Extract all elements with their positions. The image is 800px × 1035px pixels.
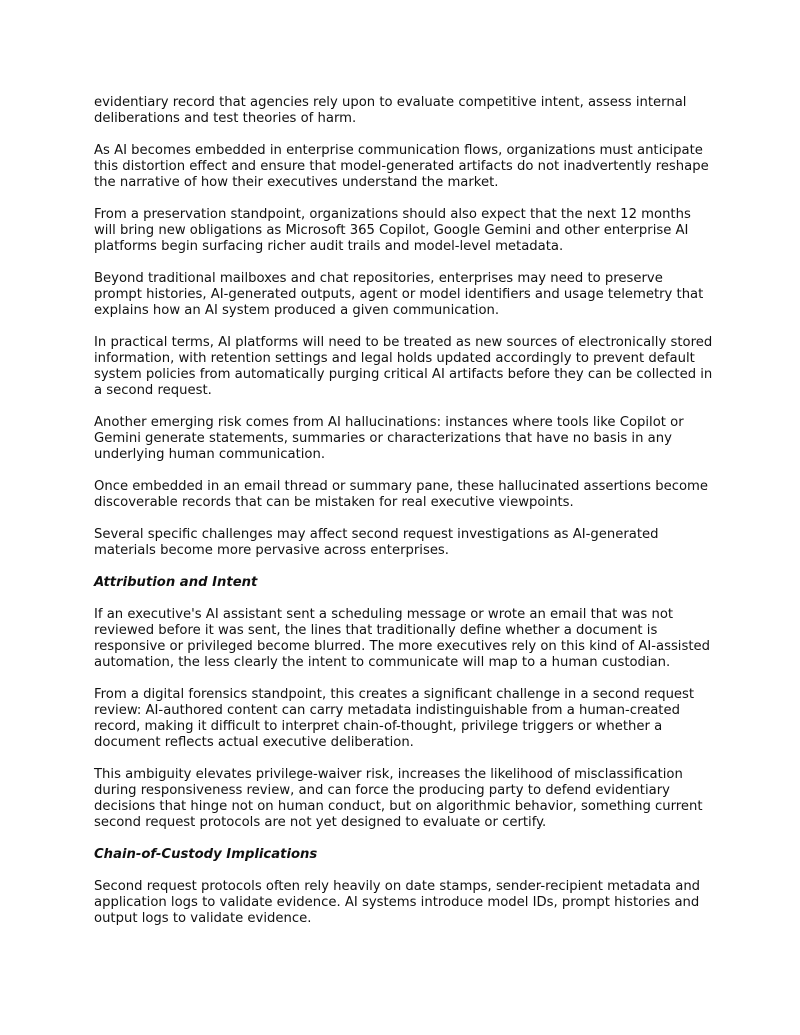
section-heading-attribution-intent: Attribution and Intent bbox=[94, 575, 258, 590]
section-heading-chain-of-custody: Chain-of-Custody Implications bbox=[94, 847, 318, 862]
paragraph-ambiguity-risk: This ambiguity elevates privilege-waiver risk, increases the likelihood of misclassification during responsiveness review, and can force the producing party to defend evidentiary decisions that hinge not on human conduct, but on algorithmic behavior, something current second request protocols are not yet designed to evaluate or certify. bbox=[94, 767, 703, 830]
document-page bbox=[94, 95, 714, 943]
paragraph-evidentiary-record: evidentiary record that agencies rely upon to evaluate competitive intent, assess internal deliberations and test theories of harm. bbox=[94, 95, 687, 126]
paragraph-second-request-protocols: Second request protocols often rely heavily on date stamps, sender-recipient metadata and application logs to validate evidence. AI systems introduce model IDs, prompt histories and output logs to validate evidence. bbox=[94, 879, 701, 926]
paragraph-practical-terms: In practical terms, AI platforms will need to be treated as new sources of electronically stored information, with retention settings and legal holds updated accordingly to prevent default system policies from automatically purging critical AI artifacts before they can be collected in a second request. bbox=[94, 335, 713, 398]
paragraph-digital-forensics: From a digital forensics standpoint, this creates a significant challenge in a second request review: AI-authored content can carry metadata indistinguishable from a human-created record, making it difficult to interpret chain-of-thought, privilege triggers or whether a document reflects actual executive deliberation. bbox=[94, 687, 695, 750]
paragraph-preservation-standpoint: From a preservation standpoint, organizations should also expect that the next 12 months will bring new obligations as Microsoft 365 Copilot, Google Gemini and other enterprise AI platforms begin surfacing richer audit trails and model-level metadata. bbox=[94, 207, 691, 254]
paragraph-executive-assistant: If an executive's AI assistant sent a scheduling message or wrote an email that was not reviewed before it was sent, the lines that traditionally define whether a document is responsive or privileged become blurred. The more executives rely on this kind of AI-assisted automation, the less clearly the intent to communicate will map to a human custodian. bbox=[94, 607, 710, 670]
paragraph-hallucinations: Another emerging risk comes from AI hallucinations: instances where tools like Copilot or Gemini generate statements, summaries or characterizations that have no basis in any underlying human communication. bbox=[94, 415, 684, 462]
paragraph-beyond-mailboxes: Beyond traditional mailboxes and chat repositories, enterprises may need to preserve prompt histories, AI-generated outputs, agent or model identifiers and usage telemetry that explains how an AI system produced a given communication. bbox=[94, 271, 704, 318]
paragraph-specific-challenges: Several specific challenges may affect second request investigations as AI-generated materials become more pervasive across enterprises. bbox=[94, 527, 659, 558]
paragraph-hallucinated-assertions: Once embedded in an email thread or summary pane, these hallucinated assertions become discoverable records that can be mistaken for real executive viewpoints. bbox=[94, 479, 708, 510]
paragraph-ai-embedded: As AI becomes embedded in enterprise communication flows, organizations must anticipate this distortion effect and ensure that model-generated artifacts do not inadvertently reshape the narrative of how their executives understand the market. bbox=[94, 143, 709, 190]
